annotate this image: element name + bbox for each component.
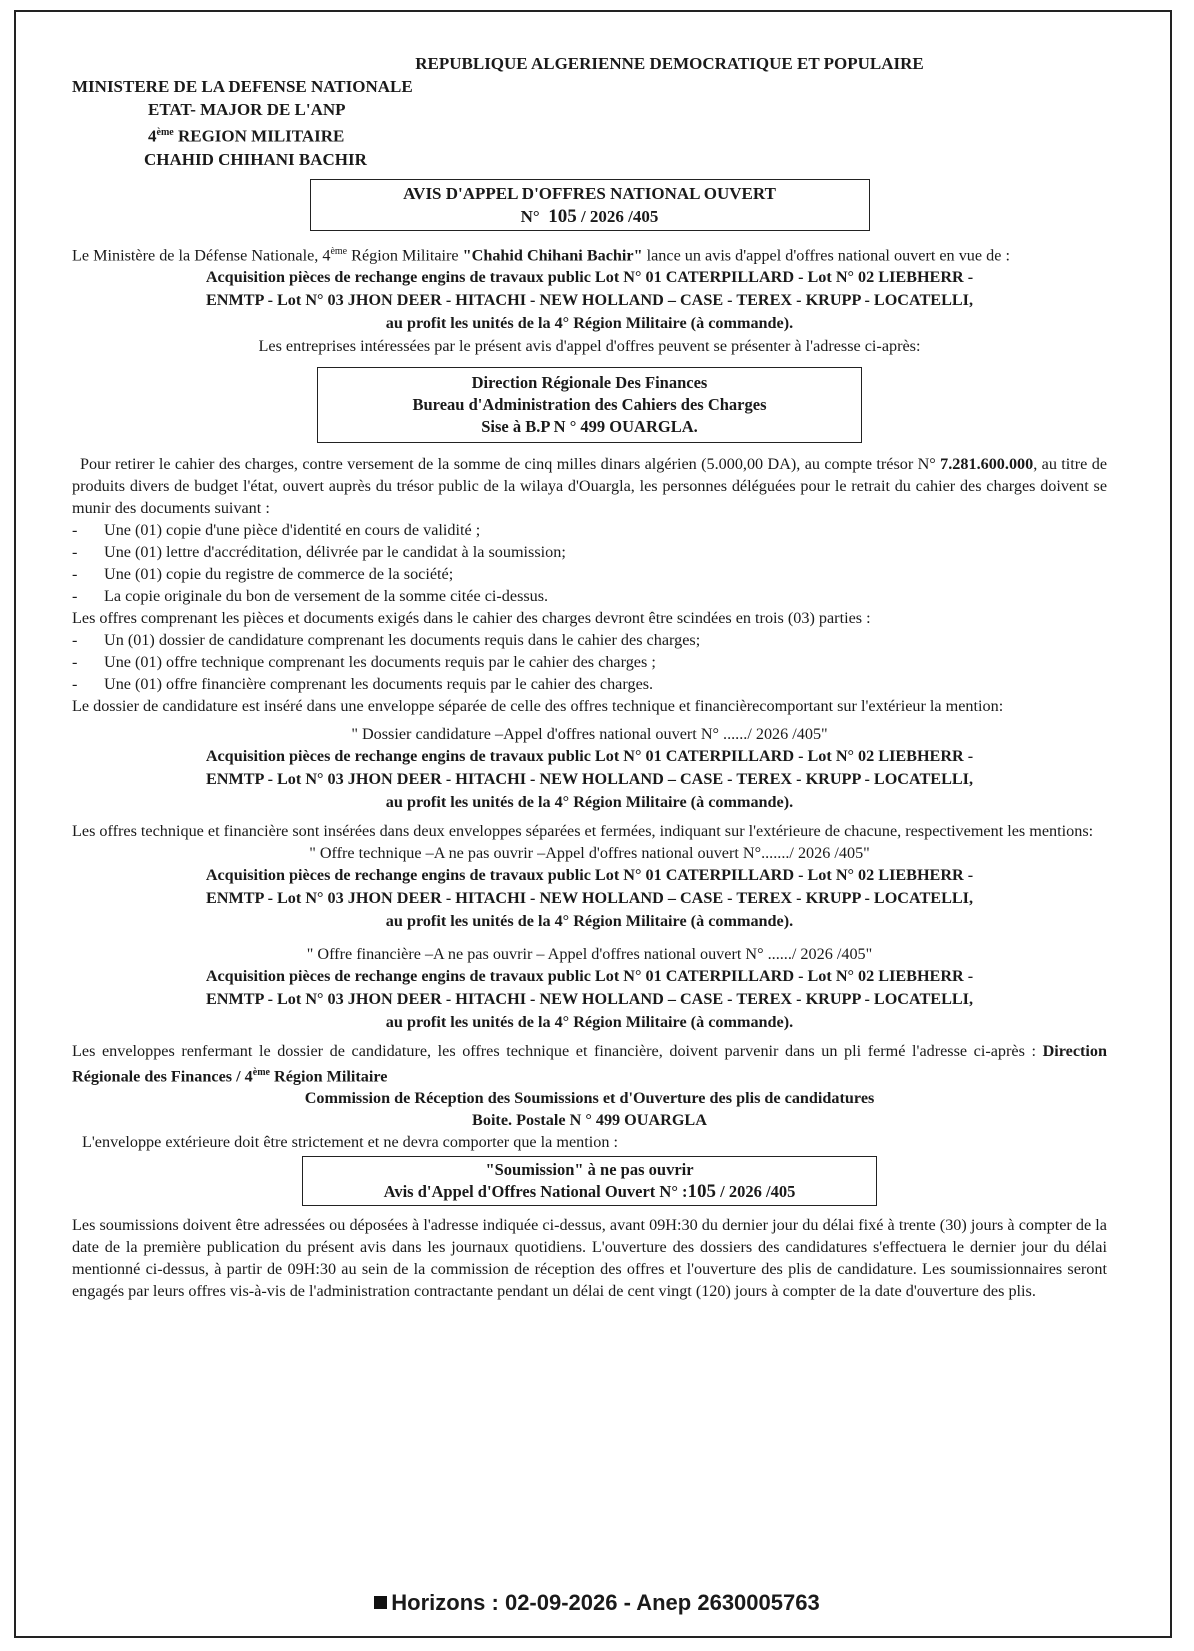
list-item: - Une (01) lettre d'accréditation, délivrée par le candidat à la soumission; xyxy=(72,541,1107,563)
exterieure-paragraph: L'enveloppe extérieure doit être strictement et ne devra comporter que la mention : xyxy=(82,1133,618,1152)
footer-publication: Horizons : 02-09-2026 - Anep 2630005763 xyxy=(0,1590,1194,1616)
list-item: - Une (01) offre financière comprenant les documents requis par le cahier des charges. xyxy=(72,673,1107,695)
documents-list xyxy=(72,519,1107,607)
list-item: - Un (01) dossier de candidature comprenant les documents requis dans le cahier des charges; xyxy=(72,629,1107,651)
mention-financiere: " Offre financière –A ne pas ouvrir – Appel d'offres national ouvert N° ....../ 2026 /405" xyxy=(306,945,873,964)
retrait-paragraph: Pour retirer le cahier des charges, contre versement de la somme de cinq milles dinars algérien (5.000,00 DA), au compte trésor N° 7.281.600.000, au titre de produits divers de budget l'état, ouvert auprès du trésor public de la wilaya d'Ouargla, les personnes déléguées pour le retrait du cahier des charges doivent se munir des documents suivant : xyxy=(72,455,1108,518)
list-item: - La copie originale du bon de versement de la somme citée ci-dessus. xyxy=(72,585,1107,607)
dossier-paragraph: Le dossier de candidature est inséré dans une enveloppe séparée de celle des offres technique et financièrecomportant sur l'extérieur la mention: xyxy=(72,697,1004,716)
offres-enveloppes-paragraph: Les offres technique et financière sont insérées dans deux enveloppes séparées et fermées, indiquant sur l'extérieure de chacune, respectivement les mentions: xyxy=(72,822,1094,841)
offres-paragraph: Les offres comprenant les pièces et documents exigés dans le cahier des charges devront être scindées en trois (03) parties : xyxy=(72,609,871,628)
soumission-box: "Soumission" à ne pas ouvrir Avis d'Appel d'Offres National Ouvert N° :105 / 2026 /405 xyxy=(302,1156,877,1206)
header-ministere: MINISTERE DE LA DEFENSE NATIONALE xyxy=(72,77,413,96)
intro-paragraph: Le Ministère de la Défense Nationale, 4ème Région Militaire "Chahid Chihani Bachir" lance un avis d'appel d'offres national ouvert en vue de : xyxy=(72,245,1010,265)
entreprises-paragraph: Les entreprises intéressées par le présent avis d'appel d'offres peuvent se présenter à l'adresse ci-après: xyxy=(258,337,921,356)
header-etat-major: ETAT- MAJOR DE L'ANP xyxy=(148,100,346,119)
title-number: N° 105 / 2026 /405 xyxy=(520,205,659,227)
mention-dossier: " Dossier candidature –Appel d'offres national ouvert N° ....../ 2026 /405" xyxy=(351,725,828,744)
subject-block: Acquisition pièces de rechange engins de travaux public Lot N° 01 CATERPILLARD - Lot N° 02 LIEBHERR - ENMTP - Lot N° 03 JHON DEER - HITACHI - NEW HOLLAND – CASE - TEREX - KRUPP - LOCATELLI, au profit les unités de la 4° Région Militaire (à commande). xyxy=(205,866,974,931)
list-item: - Une (01) copie d'une pièce d'identité en cours de validité ; xyxy=(72,519,1107,541)
document-body xyxy=(72,52,1107,1302)
subject-block: Acquisition pièces de rechange engins de travaux public Lot N° 01 CATERPILLARD - Lot N° 02 LIEBHERR - ENMTP - Lot N° 03 JHON DEER - HITACHI - NEW HOLLAND – CASE - TEREX - KRUPP - LOCATELLI, au profit les unités de la 4° Région Militaire (à commande). xyxy=(205,967,974,1032)
enveloppes-paragraph: Les enveloppes renfermant le dossier de candidature, les offres technique et financière, doivent parvenir dans un pli fermé l'adresse ci-après : Direction Régionale des Finances / 4ème Région Militaire xyxy=(72,1042,1107,1086)
list-item: - Une (01) offre technique comprenant les documents requis par le cahier des charges ; xyxy=(72,651,1107,673)
address-box: Direction Régionale Des Finances Bureau d'Administration des Cahiers des Charges Sise à B.P N ° 499 OUARGLA. xyxy=(317,367,862,443)
parties-list xyxy=(72,629,1107,695)
final-paragraph: Les soumissions doivent être adressées ou déposées à l'adresse indiquée ci-dessus, avant 09H:30 du dernier jour du délai fixé à trente (30) jours à compter de la date de la première publication du présent avis dans les journaux quotidiens. L'ouverture des dossiers des candidatures s'effectuera le dernier jour du délai mentionné ci-dessus, à partir de 09H:30 au sein de la commission de réception des offres et l'ouverture des plis de candidature. Les soumissionnaires seront engagés par leurs offres vis-à-vis de l'administration contractante pendant un délai de cent vingt (120) jours à compter de la date d'ouverture des plis. xyxy=(72,1216,1107,1301)
square-bullet-icon xyxy=(374,1596,387,1609)
boite-postale-line: Boite. Postale N ° 499 OUARGLA xyxy=(472,1111,707,1130)
subject-block: Acquisition pièces de rechange engins de travaux public Lot N° 01 CATERPILLARD - Lot N° 02 LIEBHERR - ENMTP - Lot N° 03 JHON DEER - HITACHI - NEW HOLLAND – CASE - TEREX - KRUPP - LOCATELLI, au profit les unités de la 4° Région Militaire (à commande). xyxy=(205,268,974,333)
title-line: AVIS D'APPEL D'OFFRES NATIONAL OUVERT xyxy=(403,183,776,203)
commission-line: Commission de Réception des Soumissions et d'Ouverture des plis de candidatures xyxy=(304,1089,875,1108)
title-box xyxy=(310,179,870,231)
subject-block: Acquisition pièces de rechange engins de travaux public Lot N° 01 CATERPILLARD - Lot N° 02 LIEBHERR - ENMTP - Lot N° 03 JHON DEER - HITACHI - NEW HOLLAND – CASE - TEREX - KRUPP - LOCATELLI, au profit les unités de la 4° Région Militaire (à commande). xyxy=(205,747,974,812)
header-region: 4ème REGION MILITAIRE xyxy=(148,126,345,146)
header-republique: REPUBLIQUE ALGERIENNE DEMOCRATIQUE ET POPULAIRE xyxy=(415,54,924,73)
list-item: - Une (01) copie du registre de commerce de la société; xyxy=(72,563,1107,585)
mention-technique: " Offre technique –A ne pas ouvrir –Appel d'offres national ouvert N°......./ 2026 /405" xyxy=(309,844,870,863)
header-chahid: CHAHID CHIHANI BACHIR xyxy=(144,149,367,169)
